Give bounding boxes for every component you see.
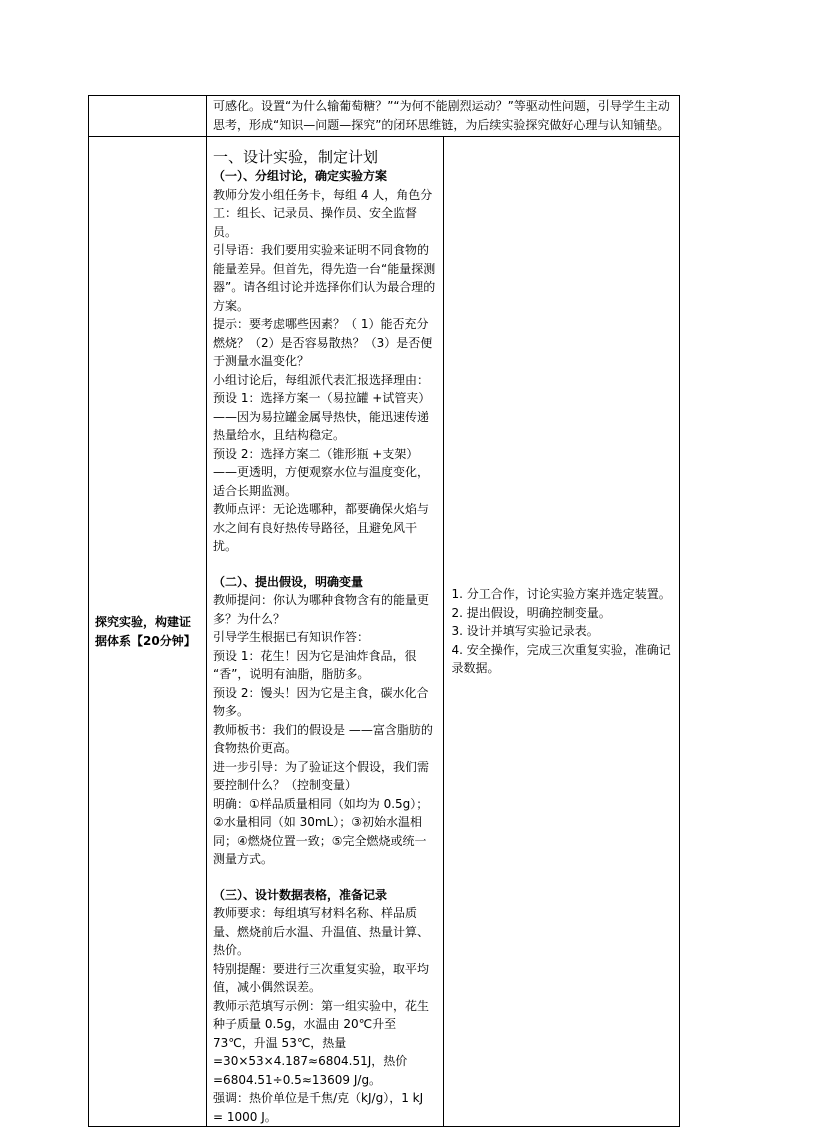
list-item: 3. 设计并填写实验记录表。 — [451, 624, 599, 639]
list-item: 4. 安全操作，完成三次重复实验，准确记录数据。 — [451, 642, 671, 676]
list-item: 2. 提出假设，明确控制变量。 — [451, 605, 611, 620]
paragraph: 教师点评：无论选哪种，都要确保火焰与水之间有良好热传导路径，且避免风干扰。 — [213, 502, 430, 553]
list-item: 1. 分工合作，讨论实验方案并选定装置。 — [451, 587, 671, 602]
teacher-activity-cell — [207, 137, 444, 1127]
paragraph: 教师板书：我们的假设是 ——富含脂肪的食物热价更高。 — [213, 722, 433, 755]
table-row — [89, 96, 680, 137]
spacer — [213, 556, 437, 573]
student-activity-cell — [443, 137, 680, 1127]
paragraph: 预设 2：选择方案二（锥形瓶 +支架）——更透明，方便观察水位与温度变化，适合长期监测。 — [213, 446, 430, 498]
paragraph: 强调：热价单位是千焦/克（kJ/g），1 kJ = 1000 J。 — [213, 1091, 424, 1124]
stage-cell — [89, 137, 207, 1127]
paragraph: 进一步引导：为了验证这个假设，我们需要控制什么？（控制变量） — [213, 759, 430, 792]
subsection-title-1: （一）、分组讨论，确定实验方案 — [213, 169, 388, 183]
section-heading: 一、设计实验，制定计划 — [213, 148, 379, 166]
intro-cell — [207, 96, 680, 137]
paragraph: 预设 1：花生！因为它是油炸食品，很 “香”，说明有油脂，脂肪多。 — [213, 648, 417, 681]
subsection-title-3: （三）、设计数据表格，准备记录 — [213, 887, 388, 902]
paragraph: 引导学生根据已有知识作答： — [213, 630, 370, 644]
intro-text: 可感化。设置“为什么输葡萄糖？”“为何不能剧烈运动？”等驱动性问题，引导学生主动思考，形成“知识—问题—探究”的闭环思维链，为后续实验探究做好心理与认知铺垫。 — [213, 99, 670, 132]
paragraph: 小组讨论后，每组派代表汇报选择理由： — [213, 372, 430, 387]
stage-cell-empty — [89, 96, 207, 137]
paragraph: 教师分发小组任务卡，每组 4 人，角色分工：组长、记录员、操作员、安全监督员。 — [213, 187, 433, 239]
paragraph: 教师示范填写示例：第一组实验中，花生种子质量 0.5g，水温由 20℃升至 73℃，升温 53℃，热量=30×53×4.187≈6804.51J，热价=6804.51÷0.5≈13609 J/g。 — [213, 998, 430, 1087]
spacer — [213, 869, 437, 886]
paragraph: 教师提问：你认为哪种食物含有的能量更多？为什么？ — [213, 593, 430, 626]
paragraph: 预设 1：选择方案一（易拉罐 +试管夹）——因为易拉罐金属导热快，能迅速传递热量给水，且结构稳定。 — [213, 391, 431, 442]
paragraph: 特别提醒：要进行三次重复实验，取平均值，减小偶然误差。 — [213, 961, 430, 994]
subsection-title-2: （二）、提出假设，明确变量 — [213, 574, 364, 589]
paragraph: 明确：①样品质量相同（如均为 0.5g）；②水量相同（如 30mL）；③初始水温相同；④燃烧位置一致；⑤完全燃烧或统一测量方式。 — [213, 796, 429, 866]
table-row — [89, 137, 680, 1127]
paragraph: 预设 2：馒头！因为它是主食，碳水化合物多。 — [213, 685, 429, 718]
stage-label: 探究实验，构建证据体系【20分钟】 — [95, 615, 196, 648]
paragraph: 引导语：我们要用实验来证明不同食物的能量差异。但首先，得先造一台“能量探测器”。请各组讨论并选择你们认为最合理的方案。 — [213, 243, 436, 313]
paragraph: 提示：要考虑哪些因素？（ 1）能否充分燃烧？（2）是否容易散热？（3）是否便于测量水温变化？ — [213, 317, 433, 368]
lesson-plan-table — [88, 95, 680, 1127]
paragraph: 教师要求：每组填写材料名称、样品质量、燃烧前后水温、升温值、热量计算、热价。 — [213, 906, 430, 957]
